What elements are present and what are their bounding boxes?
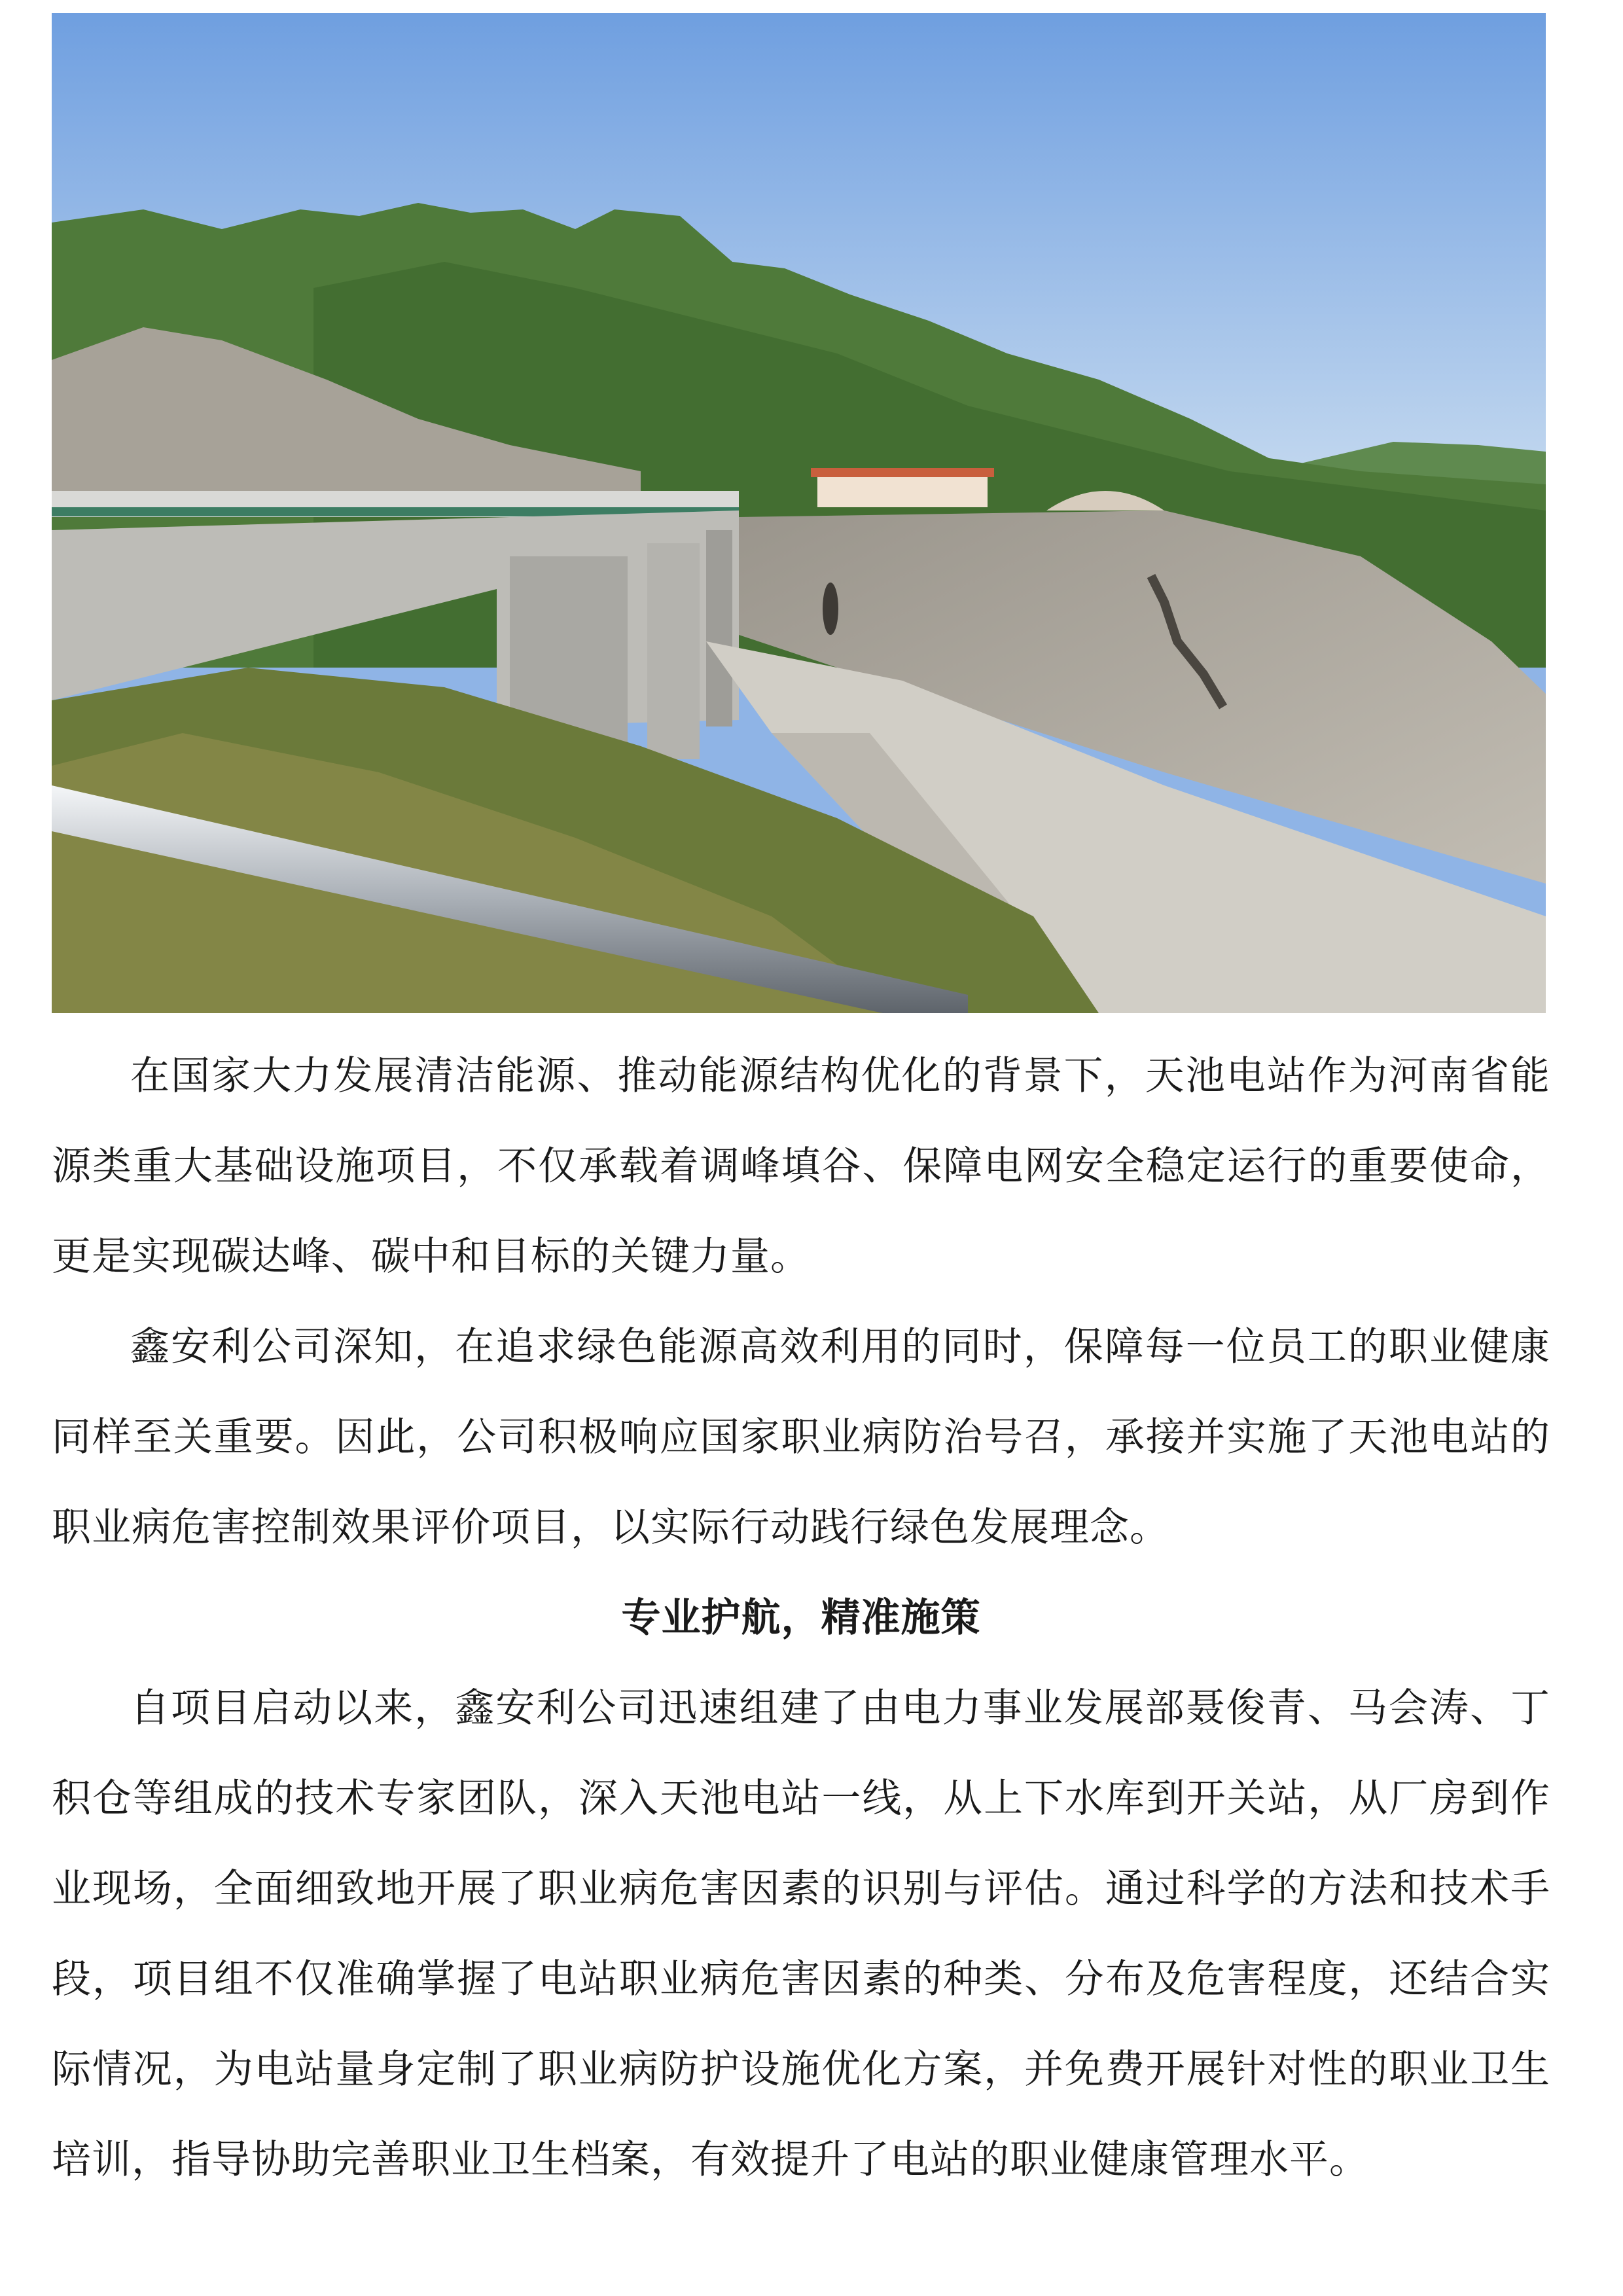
building — [817, 475, 988, 507]
article-body — [52, 1031, 1550, 2205]
intro-paragraph-2: 鑫安利公司深知，在追求绿色能源高效利用的同时，保障每一位员工的职业健康同样至关重要。因此，公司积极响应国家职业病防治号召，承接并实施了天池电站的职业病危害控制效果评价项目，以实际行动践行绿色发展理念。 — [52, 1324, 1550, 1551]
section-paragraph-1: 自项目启动以来，鑫安利公司迅速组建了由电力事业发展部聂俊青、马会涛、丁积仓等组成的技术专家团队，深入天池电站一线，从上下水库到开关站，从厂房到作业现场，全面细致地开展了职业病危害因素的识别与评估。通过科学的方法和技术手段，项目组不仅准确掌握了电站职业病危害因素的种类、分布及危害程度，还结合实际情况，为电站量身定制了职业病防护设施优化方案，并免费开展针对性的职业卫生培训，指导协助完善职业卫生档案，有效提升了电站的职业健康管理水平。 — [52, 1685, 1550, 2183]
drain-hole — [823, 583, 838, 635]
dam-photo-illustration — [52, 13, 1546, 1013]
section-title: 专业护航，精准施策 — [621, 1595, 981, 1641]
bridge-pier-2 — [647, 543, 700, 759]
intro-paragraph-1: 在国家大力发展清洁能源、推动能源结构优化的背景下，天池电站作为河南省能源类重大基础设施项目，不仅承载着调峰填谷、保障电网安全稳定运行的重要使命，更是实现碳达峰、碳中和目标的关键力量。 — [52, 1053, 1550, 1280]
bridge-pier-3 — [706, 530, 732, 726]
hero-photo — [52, 13, 1546, 1013]
building-roof — [811, 468, 994, 477]
